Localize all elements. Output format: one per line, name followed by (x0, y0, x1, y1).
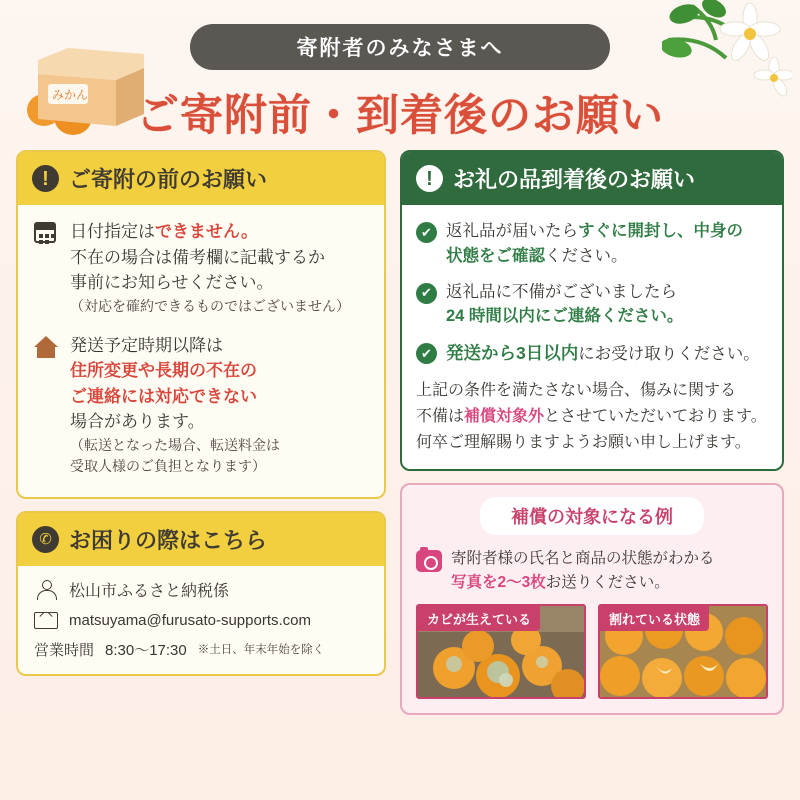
after-footer-l2b: 補償対象外 (464, 407, 545, 425)
after-item-2-a: 返礼品に不備がございましたら (446, 282, 677, 301)
before-item-2-line2: 住所変更や長期の不在の (70, 361, 257, 380)
home-icon (34, 333, 60, 477)
contact-header (18, 513, 384, 566)
before-donation-card (16, 150, 386, 499)
after-footer-l1: 上記の条件を満たさない場合、傷みに関する (416, 381, 737, 399)
before-item-2-line4: 場合があります。 (70, 412, 205, 431)
compensation-card (400, 483, 784, 715)
example-photos (416, 604, 768, 699)
before-donation-header (18, 152, 384, 205)
before-item-1-line1a: 日付指定は (70, 222, 155, 241)
before-item-2-note2: 受取人様のご負担となります） (70, 457, 266, 474)
left-column (16, 150, 386, 715)
contact-hours-row (34, 639, 368, 660)
before-item-1-line1b: できません。 (155, 222, 259, 241)
after-arrival-card (400, 150, 784, 471)
compensation-line2b: お送りください。 (545, 573, 670, 591)
after-item-3 (416, 340, 768, 367)
contact-department: 松山市ふるさと納税係 (69, 583, 230, 600)
crack-photo (598, 604, 768, 699)
camera-icon (416, 550, 442, 572)
compensation-instruction (416, 547, 768, 594)
before-item-1-line2: 不在の場合は備考欄に記載するか (70, 247, 325, 267)
after-item-1-d: ください。 (545, 246, 628, 265)
header (0, 0, 800, 150)
calendar-icon (34, 219, 60, 317)
content-columns (0, 150, 800, 715)
before-item-2 (34, 333, 368, 477)
before-donation-body (18, 205, 384, 497)
contact-department-row (34, 578, 368, 602)
after-arrival-body (402, 205, 782, 469)
compensation-title: 補償の対象になる例 (480, 497, 704, 535)
exclamation-icon: ! (416, 165, 443, 192)
mold-photo-caption: カビが生えている (418, 606, 540, 631)
before-donation-title: ご寄附の前のお願い (69, 167, 268, 192)
ribbon-label: 寄附者のみなさまへ (296, 37, 504, 60)
contact-title: お困りの際はこちら (69, 527, 268, 553)
check-icon: ✔ (416, 222, 437, 243)
hours-note: ※土日、年末年始を除く (197, 644, 325, 656)
hours-value: 8:30〜17:30 (105, 641, 187, 659)
compensation-line1: 寄附者様の氏名と商品の状態がわかる (451, 550, 715, 568)
after-item-2 (416, 280, 768, 330)
page-title: ご寄附前・到着後のお願い (136, 92, 664, 140)
before-item-2-line1: 発送予定時期以降は (70, 335, 223, 355)
contact-email-row[interactable] (34, 612, 368, 629)
mold-photo (416, 604, 586, 699)
mail-icon (34, 612, 58, 629)
before-item-1 (34, 219, 368, 317)
svg-text:みかん: みかん (52, 88, 89, 102)
before-item-1-note: （対応を確約できるものではございません） (70, 297, 350, 314)
after-item-3-b: にお受け取りください。 (578, 345, 760, 363)
after-arrival-title: お礼の品到着後のお願い (453, 167, 696, 192)
hours-label: 営業時間 (34, 641, 95, 659)
crack-photo-caption: 割れている状態 (600, 606, 709, 631)
contact-card (16, 511, 386, 676)
contact-body (18, 566, 384, 674)
before-item-2-note1: （転送となった場合、転送料金は (70, 436, 280, 453)
right-column (400, 150, 784, 715)
after-item-1-c: 状態をご確認 (446, 246, 545, 265)
check-icon: ✔ (416, 283, 437, 304)
ribbon-banner (190, 24, 610, 70)
after-footer (416, 378, 768, 456)
phone-icon: ✆ (32, 526, 59, 553)
after-footer-l3: 何卒ご理解賜りますようお願い申し上げます。 (416, 433, 751, 451)
after-footer-l2a: 不備は (416, 407, 465, 425)
after-item-2-b: 24 時間以内にご連絡ください。 (446, 307, 684, 326)
exclamation-icon: ! (32, 165, 59, 192)
after-arrival-header (402, 152, 782, 205)
person-icon (34, 578, 58, 602)
check-icon: ✔ (416, 343, 437, 364)
after-item-1-b: すぐに開封し、中身の (578, 222, 743, 240)
contact-email[interactable]: matsuyama@furusato-supports.com (69, 611, 311, 629)
after-item-1 (416, 219, 768, 269)
compensation-line2a: 写真を2〜3枚 (451, 573, 546, 591)
after-item-1-a: 返礼品が届いたら (446, 222, 578, 240)
after-footer-l2c: とさせていただいております。 (544, 407, 767, 425)
after-item-3-a: 発送から3日以内 (446, 343, 579, 363)
before-item-1-line3: 事前にお知らせください。 (70, 273, 274, 292)
before-item-2-line3: ご連絡には対応できない (70, 386, 257, 406)
